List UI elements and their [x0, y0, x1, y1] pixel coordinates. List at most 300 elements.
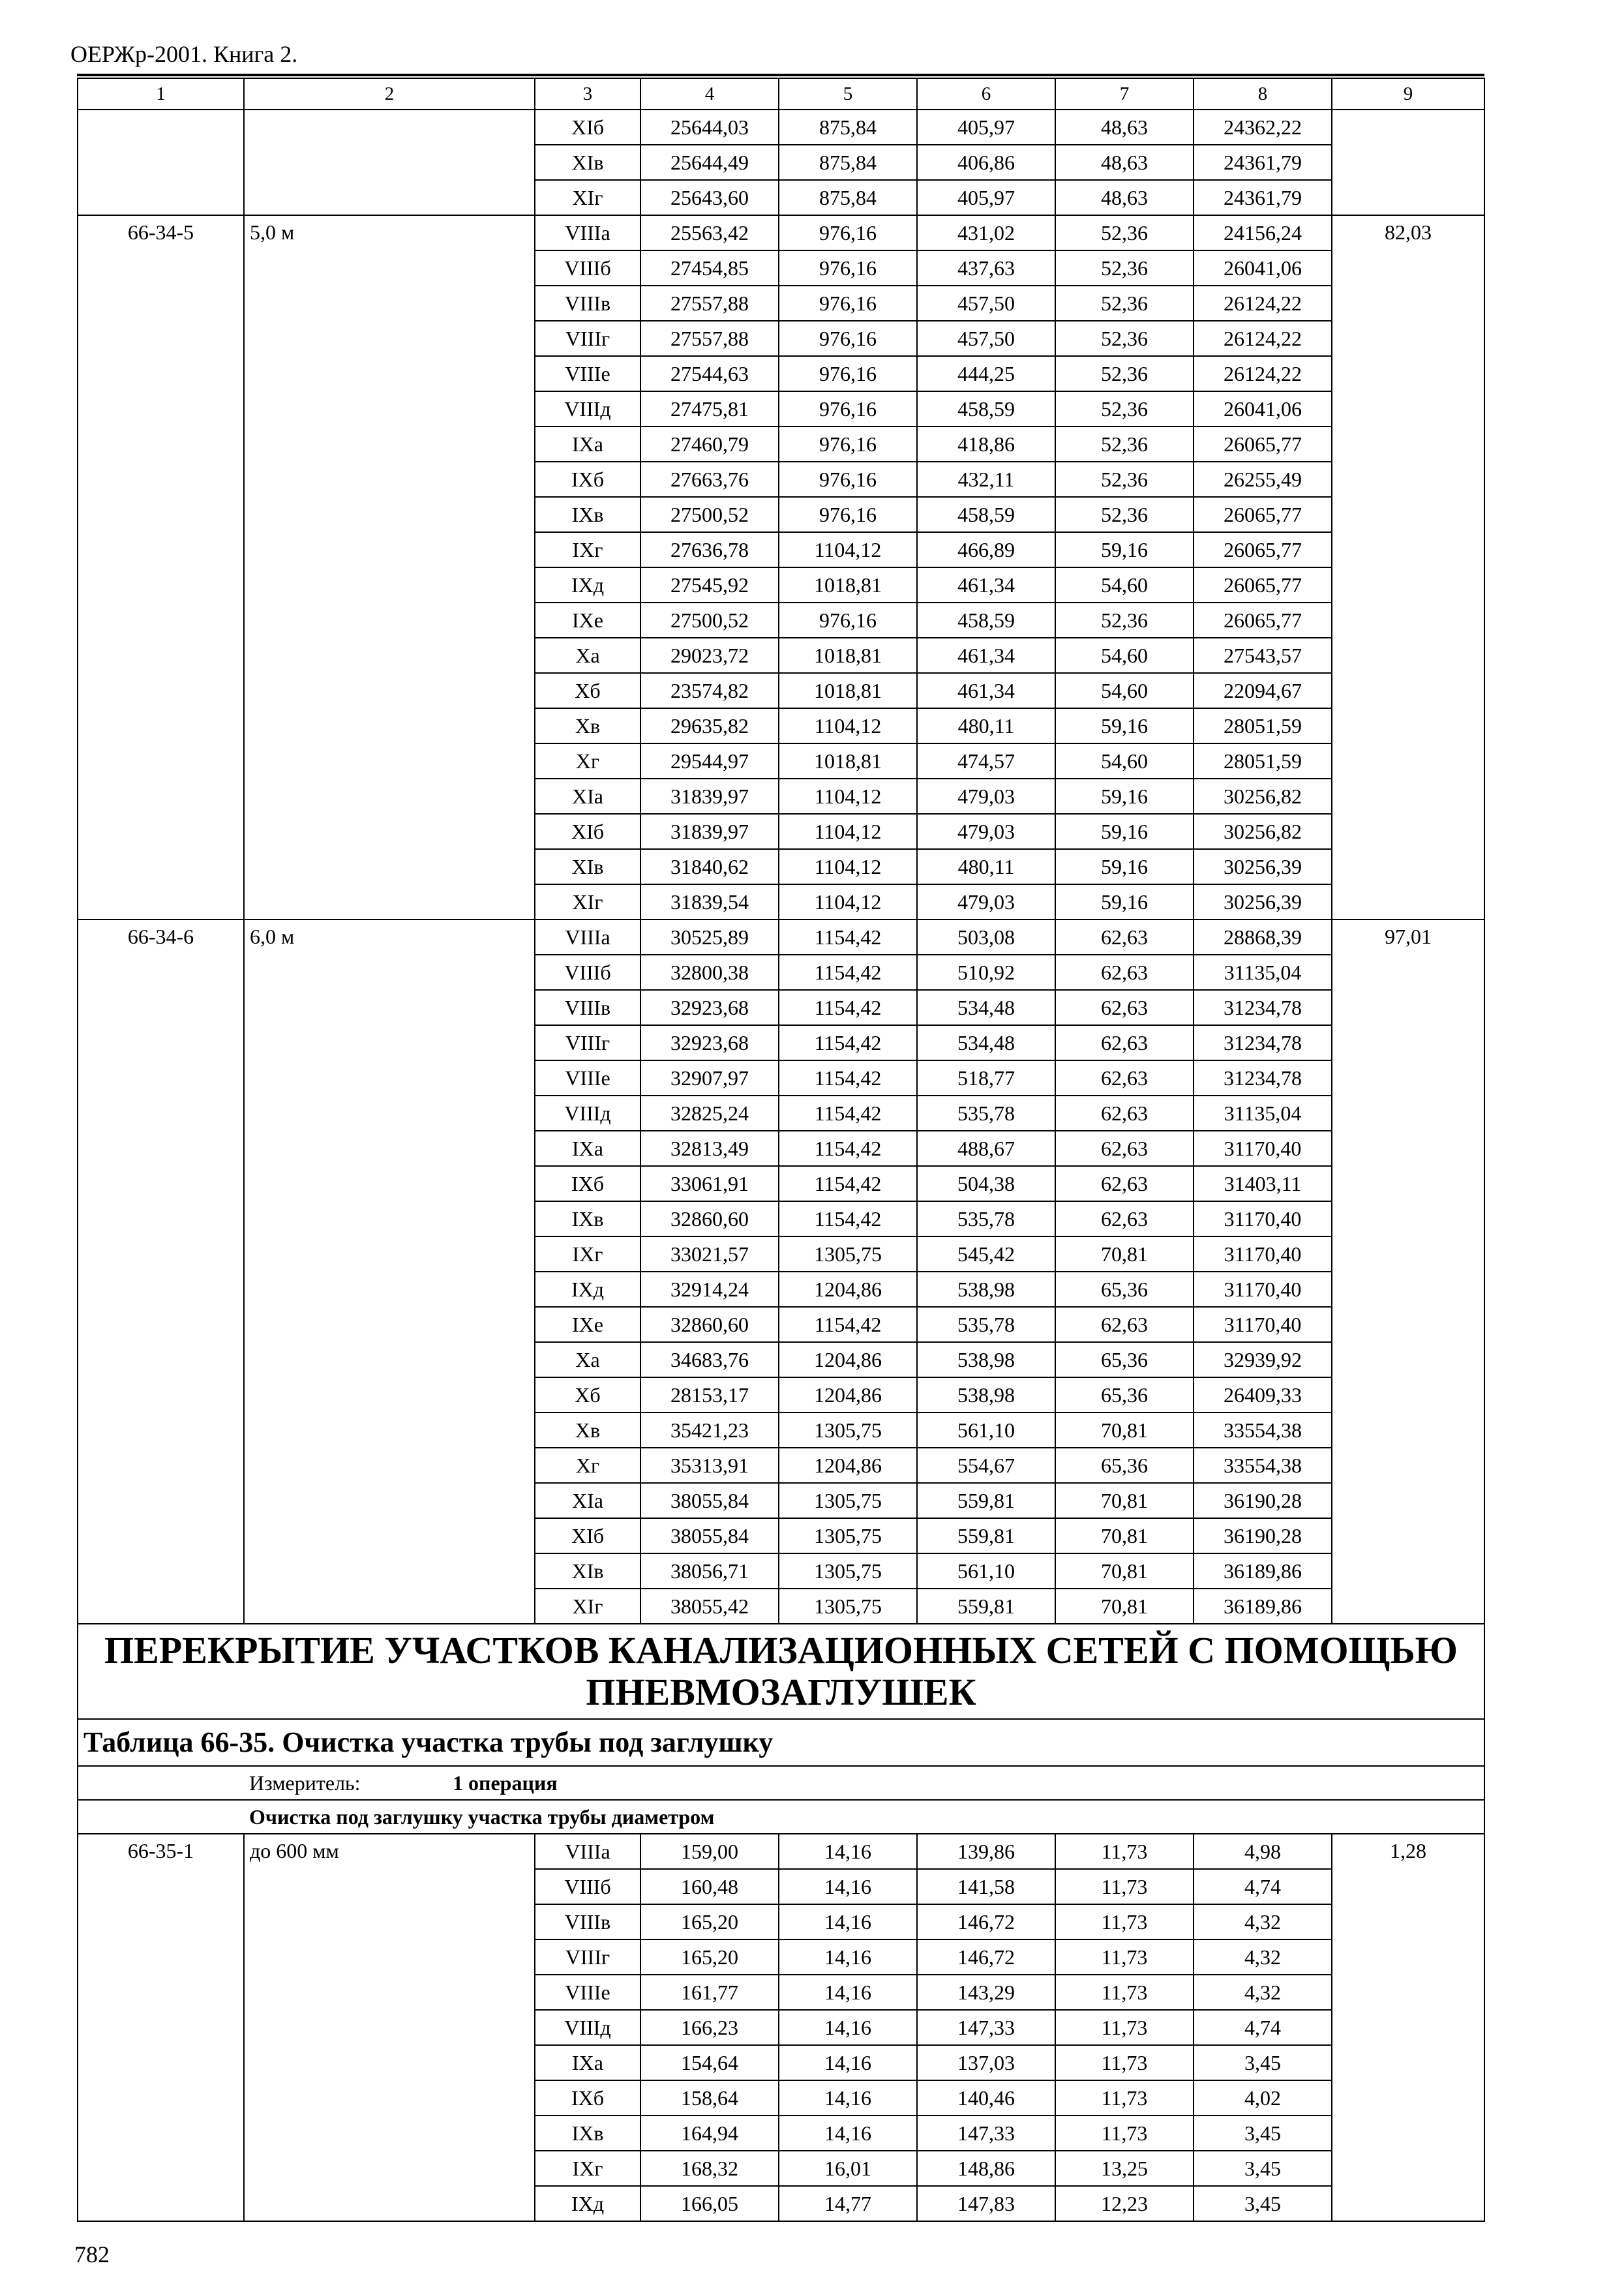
total-cost-cell: 27500,52	[640, 497, 779, 532]
header-rule	[77, 74, 1484, 76]
zone-cell: XIг	[535, 884, 640, 920]
zone-cell: VIIIв	[535, 1904, 640, 1939]
machinist-wages-cell: 70,81	[1055, 1483, 1194, 1518]
total-cost-cell: 25644,03	[640, 110, 779, 145]
materials-cell: 30256,39	[1194, 884, 1332, 920]
zone-cell: XIа	[535, 1483, 640, 1518]
column-number: 4	[640, 78, 779, 110]
total-cost-cell: 25644,49	[640, 145, 779, 180]
column-number: 7	[1055, 78, 1194, 110]
machines-cell: 405,97	[917, 110, 1055, 145]
total-cost-cell: 29635,82	[640, 708, 779, 743]
materials-cell: 33554,38	[1194, 1413, 1332, 1448]
zone-cell: VIIIг	[535, 1939, 640, 1975]
zone-cell: Xг	[535, 743, 640, 779]
machines-cell: 488,67	[917, 1131, 1055, 1166]
machinist-wages-cell: 54,60	[1055, 638, 1194, 673]
wages-cell: 14,16	[779, 1975, 917, 2010]
machinist-wages-cell: 70,81	[1055, 1589, 1194, 1624]
table-title: Таблица 66-35. Очистка участка трубы под заглушку	[78, 1719, 1484, 1766]
machinist-wages-cell: 59,16	[1055, 884, 1194, 920]
machinist-wages-cell: 65,36	[1055, 1342, 1194, 1377]
meter-value: 1 операция	[453, 1771, 558, 1795]
wages-cell: 1305,75	[779, 1483, 917, 1518]
zone-cell: XIб	[535, 814, 640, 849]
zone-cell: IXв	[535, 2116, 640, 2151]
zone-cell: IXе	[535, 603, 640, 638]
zone-cell: VIIIв	[535, 990, 640, 1025]
wages-cell: 976,16	[779, 391, 917, 426]
labor-cell: 97,01	[1332, 920, 1484, 1624]
total-cost-cell: 32907,97	[640, 1060, 779, 1096]
zone-cell: IXа	[535, 426, 640, 462]
materials-cell: 28868,39	[1194, 920, 1332, 955]
labor-cell: 1,28	[1332, 1834, 1484, 2221]
machines-cell: 458,59	[917, 391, 1055, 426]
wages-cell: 1104,12	[779, 532, 917, 567]
materials-cell: 28051,59	[1194, 708, 1332, 743]
machines-cell: 143,29	[917, 1975, 1055, 2010]
total-cost-cell: 32800,38	[640, 955, 779, 990]
machinist-wages-cell: 13,25	[1055, 2151, 1194, 2186]
wages-cell: 1154,42	[779, 1025, 917, 1060]
column-number-row	[78, 78, 1484, 110]
wages-cell: 14,16	[779, 2080, 917, 2116]
zone-cell: Xв	[535, 708, 640, 743]
machines-cell: 534,48	[917, 1025, 1055, 1060]
machinist-wages-cell: 62,63	[1055, 1201, 1194, 1236]
zone-cell: XIб	[535, 1518, 640, 1553]
wages-cell: 1154,42	[779, 955, 917, 990]
wages-cell: 14,77	[779, 2186, 917, 2221]
machines-cell: 147,33	[917, 2010, 1055, 2045]
materials-cell: 26065,77	[1194, 497, 1332, 532]
zone-cell: VIIIд	[535, 391, 640, 426]
machinist-wages-cell: 70,81	[1055, 1236, 1194, 1272]
machines-cell: 554,67	[917, 1448, 1055, 1483]
meter-row	[78, 1766, 1484, 1800]
wages-cell: 976,16	[779, 250, 917, 286]
machinist-wages-cell: 11,73	[1055, 1939, 1194, 1975]
machines-cell: 480,11	[917, 849, 1055, 884]
wages-cell: 976,16	[779, 426, 917, 462]
total-cost-cell: 38056,71	[640, 1553, 779, 1589]
materials-cell: 31170,40	[1194, 1272, 1332, 1307]
materials-cell: 36189,86	[1194, 1553, 1332, 1589]
total-cost-cell: 38055,84	[640, 1483, 779, 1518]
name-cell: 5,0 м	[244, 215, 535, 920]
table-row	[78, 110, 1484, 145]
machines-cell: 146,72	[917, 1904, 1055, 1939]
total-cost-cell: 32860,60	[640, 1201, 779, 1236]
machines-cell: 479,03	[917, 814, 1055, 849]
wages-cell: 14,16	[779, 2010, 917, 2045]
total-cost-cell: 23574,82	[640, 673, 779, 708]
machines-cell: 461,34	[917, 638, 1055, 673]
total-cost-cell: 32813,49	[640, 1131, 779, 1166]
machinist-wages-cell: 11,73	[1055, 1869, 1194, 1904]
machinist-wages-cell: 12,23	[1055, 2186, 1194, 2221]
machines-cell: 538,98	[917, 1342, 1055, 1377]
total-cost-cell: 158,64	[640, 2080, 779, 2116]
machinist-wages-cell: 52,36	[1055, 497, 1194, 532]
machinist-wages-cell: 11,73	[1055, 2080, 1194, 2116]
machines-cell: 147,33	[917, 2116, 1055, 2151]
table-subheading: Очистка под заглушку участка трубы диаметром	[244, 1800, 1484, 1834]
materials-cell: 31170,40	[1194, 1307, 1332, 1342]
machines-cell: 561,10	[917, 1413, 1055, 1448]
zone-cell: IXа	[535, 2045, 640, 2080]
machinist-wages-cell: 11,73	[1055, 2045, 1194, 2080]
zone-cell: VIIIд	[535, 2010, 640, 2045]
total-cost-cell: 168,32	[640, 2151, 779, 2186]
machinist-wages-cell: 62,63	[1055, 1025, 1194, 1060]
zone-cell: XIв	[535, 849, 640, 884]
zone-cell: IXв	[535, 497, 640, 532]
zone-cell: XIа	[535, 779, 640, 814]
machinist-wages-cell: 54,60	[1055, 673, 1194, 708]
machinist-wages-cell: 62,63	[1055, 990, 1194, 1025]
section-heading-row	[78, 1624, 1484, 1719]
table-row	[78, 215, 1484, 250]
zone-cell: IXб	[535, 2080, 640, 2116]
machines-cell: 461,34	[917, 673, 1055, 708]
wages-cell: 976,16	[779, 215, 917, 250]
materials-cell: 26255,49	[1194, 462, 1332, 497]
code-cell: 66-35-1	[78, 1834, 244, 2221]
machines-cell: 141,58	[917, 1869, 1055, 1904]
machines-cell: 559,81	[917, 1589, 1055, 1624]
materials-cell: 32939,92	[1194, 1342, 1332, 1377]
wages-cell: 875,84	[779, 145, 917, 180]
total-cost-cell: 25643,60	[640, 180, 779, 215]
wages-cell: 1018,81	[779, 743, 917, 779]
machines-cell: 503,08	[917, 920, 1055, 955]
wages-cell: 1204,86	[779, 1272, 917, 1307]
materials-cell: 26124,22	[1194, 321, 1332, 356]
materials-cell: 28051,59	[1194, 743, 1332, 779]
zone-cell: VIIIе	[535, 1060, 640, 1096]
wages-cell: 1154,42	[779, 1201, 917, 1236]
total-cost-cell: 34683,76	[640, 1342, 779, 1377]
section-heading: ПЕРЕКРЫТИЕ УЧАСТКОВ КАНАЛИЗАЦИОННЫХ СЕТЕЙ С ПОМОЩЬЮ ПНЕВМОЗАГЛУШЕК	[78, 1624, 1484, 1719]
materials-cell: 24362,22	[1194, 110, 1332, 145]
wages-cell: 976,16	[779, 603, 917, 638]
materials-cell: 36190,28	[1194, 1518, 1332, 1553]
materials-cell: 4,74	[1194, 1869, 1332, 1904]
zone-cell: Xв	[535, 1413, 640, 1448]
total-cost-cell: 32923,68	[640, 1025, 779, 1060]
wages-cell: 14,16	[779, 2045, 917, 2080]
total-cost-cell: 38055,84	[640, 1518, 779, 1553]
machinist-wages-cell: 62,63	[1055, 920, 1194, 955]
code-cell	[78, 110, 244, 215]
total-cost-cell: 31839,54	[640, 884, 779, 920]
total-cost-cell: 31840,62	[640, 849, 779, 884]
wages-cell: 875,84	[779, 180, 917, 215]
zone-cell: VIIIб	[535, 955, 640, 990]
machines-cell: 147,83	[917, 2186, 1055, 2221]
machinist-wages-cell: 48,63	[1055, 110, 1194, 145]
wages-cell: 1204,86	[779, 1342, 917, 1377]
total-cost-cell: 35421,23	[640, 1413, 779, 1448]
zone-cell: Xб	[535, 673, 640, 708]
machinist-wages-cell: 48,63	[1055, 180, 1194, 215]
zone-cell: VIIIа	[535, 215, 640, 250]
machines-cell: 437,63	[917, 250, 1055, 286]
machines-cell: 561,10	[917, 1553, 1055, 1589]
zone-cell: IXд	[535, 567, 640, 603]
materials-cell: 30256,82	[1194, 779, 1332, 814]
machinist-wages-cell: 52,36	[1055, 462, 1194, 497]
wages-cell: 976,16	[779, 462, 917, 497]
wages-cell: 1018,81	[779, 638, 917, 673]
total-cost-cell: 25563,42	[640, 215, 779, 250]
materials-cell: 24361,79	[1194, 180, 1332, 215]
zone-cell: IXг	[535, 1236, 640, 1272]
total-cost-cell: 33021,57	[640, 1236, 779, 1272]
machines-cell: 535,78	[917, 1096, 1055, 1131]
materials-cell: 27543,57	[1194, 638, 1332, 673]
meter-label: Измеритель:	[249, 1771, 361, 1795]
zone-cell: IXб	[535, 462, 640, 497]
machinist-wages-cell: 70,81	[1055, 1518, 1194, 1553]
total-cost-cell: 164,94	[640, 2116, 779, 2151]
code-cell: 66-34-6	[78, 920, 244, 1624]
total-cost-cell: 27544,63	[640, 356, 779, 391]
machinist-wages-cell: 52,36	[1055, 356, 1194, 391]
machinist-wages-cell: 62,63	[1055, 1166, 1194, 1201]
materials-cell: 31403,11	[1194, 1166, 1332, 1201]
machines-cell: 458,59	[917, 497, 1055, 532]
zone-cell: Xб	[535, 1377, 640, 1413]
machines-cell: 510,92	[917, 955, 1055, 990]
machines-cell: 146,72	[917, 1939, 1055, 1975]
total-cost-cell: 31839,97	[640, 814, 779, 849]
zone-cell: IXд	[535, 2186, 640, 2221]
machines-cell: 559,81	[917, 1518, 1055, 1553]
wages-cell: 1154,42	[779, 1060, 917, 1096]
materials-cell: 26041,06	[1194, 250, 1332, 286]
machines-cell: 444,25	[917, 356, 1055, 391]
wages-cell: 976,16	[779, 286, 917, 321]
materials-cell: 30256,39	[1194, 849, 1332, 884]
zone-cell: VIIIб	[535, 1869, 640, 1904]
materials-cell: 26041,06	[1194, 391, 1332, 426]
materials-cell: 31135,04	[1194, 955, 1332, 990]
machines-cell: 458,59	[917, 603, 1055, 638]
total-cost-cell: 30525,89	[640, 920, 779, 955]
name-cell: 6,0 м	[244, 920, 535, 1624]
table-title-row	[78, 1719, 1484, 1766]
machines-cell: 148,86	[917, 2151, 1055, 2186]
total-cost-cell: 27454,85	[640, 250, 779, 286]
machines-cell: 457,50	[917, 286, 1055, 321]
machines-cell: 535,78	[917, 1201, 1055, 1236]
materials-cell: 26065,77	[1194, 603, 1332, 638]
wages-cell: 1104,12	[779, 708, 917, 743]
materials-cell: 4,98	[1194, 1834, 1332, 1869]
wages-cell: 1305,75	[779, 1413, 917, 1448]
machinist-wages-cell: 70,81	[1055, 1413, 1194, 1448]
wages-cell: 1204,86	[779, 1377, 917, 1413]
subheading-spacer	[78, 1800, 244, 1834]
zone-cell: XIб	[535, 110, 640, 145]
materials-cell: 31234,78	[1194, 1060, 1332, 1096]
machinist-wages-cell: 52,36	[1055, 215, 1194, 250]
wages-cell: 1018,81	[779, 673, 917, 708]
machinist-wages-cell: 11,73	[1055, 1834, 1194, 1869]
zone-cell: IXг	[535, 2151, 640, 2186]
materials-cell: 4,32	[1194, 1975, 1332, 2010]
zone-cell: IXд	[535, 1272, 640, 1307]
machinist-wages-cell: 11,73	[1055, 2116, 1194, 2151]
running-head: ОЕРЖр-2001. Книга 2.	[70, 41, 298, 67]
machinist-wages-cell: 11,73	[1055, 1975, 1194, 2010]
name-cell	[244, 110, 535, 215]
total-cost-cell: 35313,91	[640, 1448, 779, 1483]
machinist-wages-cell: 70,81	[1055, 1553, 1194, 1589]
zone-cell: Xа	[535, 1342, 640, 1377]
meter-cell	[244, 1766, 1484, 1800]
machinist-wages-cell: 52,36	[1055, 321, 1194, 356]
wages-cell: 1305,75	[779, 1518, 917, 1553]
total-cost-cell: 161,77	[640, 1975, 779, 2010]
page-number: 782	[74, 2241, 110, 2267]
wages-cell: 1305,75	[779, 1236, 917, 1272]
column-number: 3	[535, 78, 640, 110]
machines-cell: 504,38	[917, 1166, 1055, 1201]
machinist-wages-cell: 62,63	[1055, 955, 1194, 990]
column-number: 8	[1194, 78, 1332, 110]
zone-cell: Xа	[535, 638, 640, 673]
machinist-wages-cell: 59,16	[1055, 708, 1194, 743]
zone-cell: XIг	[535, 180, 640, 215]
total-cost-cell: 32923,68	[640, 990, 779, 1025]
table-row	[78, 920, 1484, 955]
machinist-wages-cell: 52,36	[1055, 426, 1194, 462]
materials-cell: 31170,40	[1194, 1201, 1332, 1236]
machines-cell: 466,89	[917, 532, 1055, 567]
zone-cell: IXб	[535, 1166, 640, 1201]
machinist-wages-cell: 54,60	[1055, 567, 1194, 603]
wages-cell: 1305,75	[779, 1553, 917, 1589]
total-cost-cell: 159,00	[640, 1834, 779, 1869]
zone-cell: VIIIа	[535, 920, 640, 955]
table-body	[78, 78, 1484, 2221]
name-cell: до 600 мм	[244, 1834, 535, 2221]
total-cost-cell: 32860,60	[640, 1307, 779, 1342]
wages-cell: 1305,75	[779, 1589, 917, 1624]
machinist-wages-cell: 54,60	[1055, 743, 1194, 779]
machinist-wages-cell: 59,16	[1055, 779, 1194, 814]
machines-cell: 479,03	[917, 779, 1055, 814]
wages-cell: 1154,42	[779, 1166, 917, 1201]
machines-cell: 538,98	[917, 1377, 1055, 1413]
materials-cell: 4,74	[1194, 2010, 1332, 2045]
total-cost-cell: 154,64	[640, 2045, 779, 2080]
total-cost-cell: 31839,97	[640, 779, 779, 814]
total-cost-cell: 27557,88	[640, 286, 779, 321]
materials-cell: 26124,22	[1194, 286, 1332, 321]
total-cost-cell: 28153,17	[640, 1377, 779, 1413]
machines-cell: 534,48	[917, 990, 1055, 1025]
machinist-wages-cell: 59,16	[1055, 532, 1194, 567]
materials-cell: 3,45	[1194, 2186, 1332, 2221]
materials-cell: 36190,28	[1194, 1483, 1332, 1518]
machines-cell: 457,50	[917, 321, 1055, 356]
materials-cell: 26409,33	[1194, 1377, 1332, 1413]
column-number: 5	[779, 78, 917, 110]
wages-cell: 1204,86	[779, 1448, 917, 1483]
total-cost-cell: 166,23	[640, 2010, 779, 2045]
materials-cell: 31234,78	[1194, 1025, 1332, 1060]
meter-spacer	[78, 1766, 244, 1800]
zone-cell: IXа	[535, 1131, 640, 1166]
machinist-wages-cell: 65,36	[1055, 1377, 1194, 1413]
wages-cell: 1154,42	[779, 1307, 917, 1342]
total-cost-cell: 27636,78	[640, 532, 779, 567]
machines-cell: 480,11	[917, 708, 1055, 743]
rates-table	[77, 78, 1485, 2222]
materials-cell: 22094,67	[1194, 673, 1332, 708]
column-number: 2	[244, 78, 535, 110]
machinist-wages-cell: 52,36	[1055, 250, 1194, 286]
wages-cell: 1154,42	[779, 1131, 917, 1166]
materials-cell: 3,45	[1194, 2151, 1332, 2186]
zone-cell: IXв	[535, 1201, 640, 1236]
labor-cell: 82,03	[1332, 215, 1484, 920]
total-cost-cell: 29544,97	[640, 743, 779, 779]
wages-cell: 976,16	[779, 356, 917, 391]
zone-cell: IXе	[535, 1307, 640, 1342]
zone-cell: XIв	[535, 145, 640, 180]
materials-cell: 31170,40	[1194, 1131, 1332, 1166]
labor-cell	[1332, 110, 1484, 215]
machines-cell: 538,98	[917, 1272, 1055, 1307]
wages-cell: 16,01	[779, 2151, 917, 2186]
total-cost-cell: 160,48	[640, 1869, 779, 1904]
machinist-wages-cell: 62,63	[1055, 1060, 1194, 1096]
machinist-wages-cell: 65,36	[1055, 1272, 1194, 1307]
total-cost-cell: 38055,42	[640, 1589, 779, 1624]
machines-cell: 535,78	[917, 1307, 1055, 1342]
wages-cell: 875,84	[779, 110, 917, 145]
materials-cell: 36189,86	[1194, 1589, 1332, 1624]
machines-cell: 405,97	[917, 180, 1055, 215]
machinist-wages-cell: 59,16	[1055, 849, 1194, 884]
materials-cell: 26065,77	[1194, 532, 1332, 567]
machines-cell: 418,86	[917, 426, 1055, 462]
total-cost-cell: 166,05	[640, 2186, 779, 2221]
total-cost-cell: 33061,91	[640, 1166, 779, 1201]
total-cost-cell: 27545,92	[640, 567, 779, 603]
wages-cell: 976,16	[779, 497, 917, 532]
materials-cell: 24361,79	[1194, 145, 1332, 180]
machinist-wages-cell: 59,16	[1055, 814, 1194, 849]
code-cell: 66-34-5	[78, 215, 244, 920]
machines-cell: 479,03	[917, 884, 1055, 920]
zone-cell: VIIIа	[535, 1834, 640, 1869]
materials-cell: 31135,04	[1194, 1096, 1332, 1131]
machines-cell: 140,46	[917, 2080, 1055, 2116]
materials-cell: 3,45	[1194, 2045, 1332, 2080]
machines-cell: 461,34	[917, 567, 1055, 603]
zone-cell: VIIIе	[535, 1975, 640, 2010]
machinist-wages-cell: 11,73	[1055, 2010, 1194, 2045]
zone-cell: XIг	[535, 1589, 640, 1624]
total-cost-cell: 27663,76	[640, 462, 779, 497]
